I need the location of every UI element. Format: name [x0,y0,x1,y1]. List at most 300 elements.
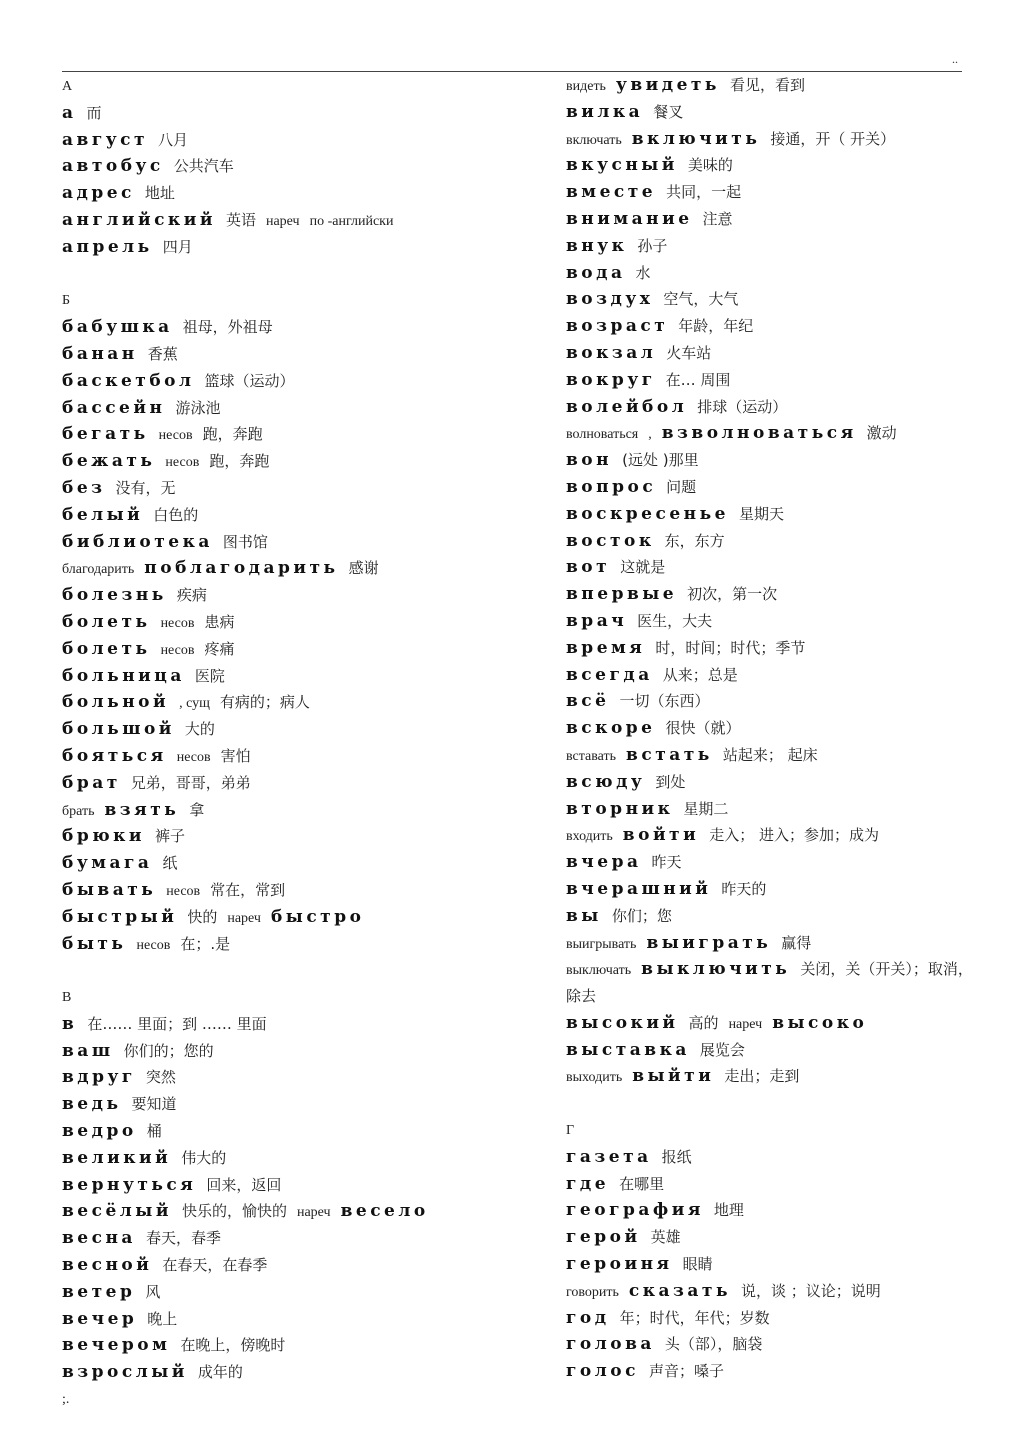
entry-row [62,1386,557,1413]
translation: 除去 [566,987,597,1006]
entry-row [62,797,557,824]
translation: 激动 [866,424,897,443]
translation: 一切（东西） [619,692,710,711]
translation: 走出；走到 [724,1067,800,1086]
verb-form: включать [566,132,622,148]
entry-row [566,903,1011,930]
entry-row [566,1063,1011,1090]
entry-row [566,152,1011,179]
entry-row [566,474,1011,501]
grammar-note: несов [165,455,200,471]
translation: 孙子 [637,236,668,255]
entry-row [566,742,1011,769]
headword: ваш [62,1040,114,1061]
entry-row [62,743,557,770]
entry-row [566,1224,1011,1251]
translation: 眼睛 [682,1255,713,1274]
translation: 游泳池 [175,398,221,417]
translation: 很快（就） [665,719,741,738]
grammar-note: несов [160,642,195,658]
translation: 八月 [158,130,189,149]
entry-row [566,340,1011,367]
translation: 疼痛 [204,639,235,658]
translation: 图书馆 [222,532,268,551]
headword: вон [566,450,613,471]
entry-row [566,1331,1011,1358]
verb-form: вставать [566,748,617,764]
entry-row [566,179,1011,206]
entry-row [566,1197,1011,1224]
headword: библиотека [62,531,213,552]
headword: выиграть [646,932,772,953]
headword: брюки [62,826,146,847]
entry-row [566,447,1011,474]
translation: 星期二 [683,799,729,818]
section-heading [62,984,557,1011]
headword: героиня [566,1254,673,1275]
translation: 常在，常到 [210,880,286,899]
entry-row [62,850,557,877]
headword: бежать [62,451,156,472]
translation: 赢得 [781,933,812,952]
headword: без [62,477,106,498]
blank-row [566,1090,1011,1117]
translation: 美味的 [687,156,733,175]
translation: 英语 [225,210,256,229]
entry-row [62,153,557,180]
headword: банан [62,343,138,364]
headword: встать [626,744,713,765]
translation: 成年的 [197,1363,243,1382]
section-heading [62,287,557,314]
headword: английский [62,209,216,230]
translation: 白色的 [153,505,199,524]
translation: 到处 [655,772,686,791]
translation: 年龄，年纪 [678,317,754,336]
verb-form: говорить [566,1284,619,1300]
grammar-note: , [648,427,652,443]
entry-row [62,1198,557,1225]
translation: 头（部），脑袋 [664,1335,763,1354]
entry-row [62,421,557,448]
entry-row [566,394,1011,421]
grammar-note: нареч [265,213,300,229]
section-letter: А [62,79,73,94]
headword: включить [631,128,761,149]
section-letter: В [62,990,72,1006]
entry-row [566,528,1011,555]
headword: взрослый [62,1362,188,1383]
headword: голова [566,1334,655,1355]
blank-row [62,957,557,984]
verb-form: благодарить [62,562,135,578]
entry-row [62,1252,557,1279]
headword: воздух [566,289,654,310]
entry-row [566,286,1011,313]
headword: взять [104,799,180,820]
entry-row [62,1359,557,1386]
headword: внимание [566,208,693,229]
entry-row [62,448,557,475]
grammar-note: нареч [296,1205,331,1221]
translation: 要知道 [131,1095,177,1114]
headword: вечером [62,1335,171,1356]
headword: взволноваться [661,423,857,444]
translation: 问题 [666,477,697,496]
headword: высоко [772,1012,868,1033]
entry-row [566,822,1011,849]
entry-row [566,367,1011,394]
headword: увидеть [615,75,720,95]
page-marker: .. [952,52,958,66]
verb-form: волноваться [566,427,639,443]
headword: баскетбол [62,370,195,391]
entry-row [566,233,1011,260]
translation: 站起来； 起床 [722,745,818,764]
entry-row [566,1251,1011,1278]
translation: 医院 [194,666,225,685]
entry-row [62,904,557,931]
entry-row [62,1306,557,1333]
entry-row [566,1358,1011,1385]
headword: больной [62,692,170,713]
headword: вот [566,557,611,578]
headword: ветер [62,1281,136,1302]
entry-row [566,608,1011,635]
headword: год [566,1307,610,1328]
headword: вдруг [62,1067,136,1088]
grammar-note: несов [158,428,193,444]
verb-form: выключать [566,963,632,979]
headword: апрель [62,236,153,257]
entry-row [62,1118,557,1145]
entry-row [62,1064,557,1091]
entry-row [62,100,557,127]
entry-row [566,72,1011,99]
entry-row [62,770,557,797]
translation: 说，谈 ；议论；说明 [741,1281,881,1300]
translation: 初次，第一次 [687,585,778,604]
section-letter: Г [566,1123,575,1139]
headword: вчера [566,852,642,873]
headword: бассейн [62,397,166,418]
translation: 快的 [187,907,218,926]
headword: великий [62,1147,172,1168]
translation: 风 [145,1282,161,1301]
headword: всегда [566,664,653,685]
column-right [566,72,1011,1385]
verb-form: выходить [566,1070,623,1086]
headword: выйти [632,1066,715,1087]
headword: весна [62,1228,136,1249]
translation: 在…… 里面；到 …… 里面 [87,1014,267,1033]
translation: 四月 [162,237,193,256]
blank-row [62,261,557,288]
translation: 高的 [688,1013,719,1032]
entry-row [566,260,1011,287]
section-letter: Б [62,293,71,309]
entry-row [62,475,557,502]
headword: бумага [62,853,153,874]
headword: быстро [270,906,365,927]
headword: вечер [62,1308,138,1329]
entry-row [62,314,557,341]
entry-row [566,206,1011,233]
translation: 你们的；您的 [123,1041,214,1060]
translation: 伟大的 [181,1148,227,1167]
entry-row [566,1144,1011,1171]
translation: 拿 [189,800,205,819]
headword: вернуться [62,1174,197,1195]
entry-row [566,99,1011,126]
entry-row [62,368,557,395]
translation: 在… 周围 [665,370,731,389]
translation: 在春天，在春季 [162,1256,268,1275]
translation: 空气，大气 [663,290,739,309]
entry-row [62,555,557,582]
translation: 医生，大夫 [637,611,713,630]
entry-row [62,609,557,636]
headword: ведь [62,1094,122,1115]
grammar-note: несов [166,883,201,899]
headword: голос [566,1361,639,1382]
entry-row [62,1091,557,1118]
translation: 在晚上，傍晚时 [180,1336,286,1355]
entry-row [62,207,557,234]
grammar-note: нареч [227,910,261,926]
translation: 共同，一起 [666,183,742,202]
translation: 地理 [713,1201,744,1220]
headword: газета [566,1146,652,1167]
translation: 裤子 [155,827,186,846]
translation: 感谢 [348,559,379,578]
translation: 大的 [184,720,215,739]
entry-row [566,501,1011,528]
translation: 关闭，关（开关）；取消， [800,960,973,979]
translation: 昨天的 [721,879,767,898]
verb-form: по -английски [309,213,394,229]
entry-row [566,662,1011,689]
translation: 昨天 [651,853,682,872]
translation: 在；.是 [180,934,231,953]
headword: врач [566,610,628,631]
grammar-note: ;. [62,1392,70,1408]
entry-row [62,1038,557,1065]
headword: вокруг [566,369,656,390]
entry-row [62,1332,557,1359]
headword: волейбол [566,396,688,417]
entry-row [566,126,1011,153]
entry-row [62,877,557,904]
translation: 东，东方 [664,531,725,550]
grammar-note: несов [160,615,195,631]
headword: август [62,129,149,150]
grammar-note: , сущ [179,696,210,712]
headword: белый [62,504,144,525]
headword: вторник [566,798,674,819]
translation: 跑，奔跑 [209,452,270,471]
headword: вилка [566,101,644,122]
headword: брат [62,772,121,793]
entry-row [62,1225,557,1252]
entry-row [566,983,1011,1010]
headword: большой [62,719,175,740]
entry-row [62,502,557,529]
translation: 有病的；病人 [219,693,310,712]
headword: возраст [566,316,669,337]
headword: войти [622,825,700,846]
headword: вкусный [566,155,678,176]
entry-row [62,636,557,663]
translation: 星期天 [738,504,784,523]
headword: в [62,1013,78,1034]
entry-row [62,529,557,556]
translation: 快乐的，愉快的 [181,1202,287,1221]
entry-row [62,1011,557,1038]
entry-row [566,1037,1011,1064]
headword: сказать [628,1280,731,1301]
entry-row [62,341,557,368]
entry-row [566,420,1011,447]
headword: выключить [641,959,791,980]
headword: вместе [566,182,657,203]
headword: где [566,1173,610,1194]
translation: 突然 [145,1068,176,1087]
headword: воскресенье [566,503,729,524]
entry-row [566,688,1011,715]
translation: 接通，开（ 开关） [770,129,896,148]
entry-row [566,796,1011,823]
translation: 在哪里 [619,1174,665,1193]
translation: 兄弟，哥哥，弟弟 [130,773,251,792]
entry-row [62,663,557,690]
entry-row [62,180,557,207]
headword: вокзал [566,342,657,363]
translation: 患病 [204,612,235,631]
entry-row [62,689,557,716]
headword: весной [62,1255,153,1276]
headword: адрес [62,183,135,204]
headword: а [62,102,77,123]
translation: 香蕉 [147,344,178,363]
entry-row [566,635,1011,662]
headword: высокий [566,1012,679,1033]
headword: болезнь [62,585,167,606]
entry-row [566,1278,1011,1305]
headword: болеть [62,638,151,659]
verb-form: видеть [566,79,606,94]
headword: автобус [62,156,164,177]
translation: 篮球（运动） [204,371,295,390]
headword: всё [566,691,610,712]
headword: быть [62,933,127,954]
translation: 祖母，外祖母 [182,318,273,337]
translation: 时，时间；时代；季节 [655,638,806,657]
entry-row [566,930,1011,957]
verb-form: входить [566,829,613,845]
grammar-note: несов [136,937,171,953]
translation: 展览会 [699,1040,745,1059]
verb-form: брать [62,803,95,819]
translation: 跑，奔跑 [202,425,263,444]
entry-row [566,581,1011,608]
entry-row [566,554,1011,581]
translation: 春天，春季 [145,1229,221,1248]
headword: вчерашний [566,878,712,899]
grammar-note: нареч [728,1016,763,1032]
entry-row [566,769,1011,796]
headword: впервые [566,584,678,605]
entry-row [566,1010,1011,1037]
translation: 而 [86,103,102,122]
translation: 没有，无 [115,478,176,497]
headword: время [566,637,646,658]
translation: 害怕 [220,746,251,765]
entry-row [62,582,557,609]
headword: выставка [566,1039,690,1060]
entry-row [566,715,1011,742]
headword: бывать [62,879,157,900]
headword: всюду [566,771,646,792]
headword: вопрос [566,476,657,497]
section-heading [566,1117,1011,1144]
headword: ведро [62,1121,137,1142]
translation: 声音；嗓子 [648,1362,724,1381]
headword: внук [566,235,628,256]
translation: 水 [635,263,651,282]
translation: 英雄 [650,1228,681,1247]
entry-row [62,931,557,958]
translation: 桶 [146,1122,162,1141]
headword: быстрый [62,906,178,927]
translation: 回来，返回 [206,1175,282,1194]
translation: 排球（运动） [697,397,788,416]
headword: вы [566,905,602,926]
translation: 纸 [162,854,178,873]
headword: больница [62,665,185,686]
entry-row [566,313,1011,340]
entry-row [62,234,557,261]
column-left [62,73,557,1413]
headword: весело [340,1201,429,1222]
translation: 火车站 [666,343,712,362]
headword: поблагодарить [144,558,339,579]
translation: 报纸 [661,1147,692,1166]
translation: 这就是 [620,558,666,577]
headword: болеть [62,611,151,632]
headword: весёлый [62,1201,172,1222]
section-heading [62,73,557,100]
headword: восток [566,530,655,551]
translation: 走入； 进入；参加；成为 [709,826,879,845]
translation: 疾病 [176,586,207,605]
entry-row [566,956,1011,983]
headword: бояться [62,745,167,766]
entry-row [566,876,1011,903]
headword: вскоре [566,718,656,739]
verb-form: выигрывать [566,936,637,952]
entry-row [566,1171,1011,1198]
entry-row [62,1145,557,1172]
entry-row [566,1305,1011,1332]
entry-row [62,127,557,154]
translation: 公共汽车 [173,157,234,176]
headword: география [566,1200,704,1221]
entry-row [62,1172,557,1199]
headword: бабушка [62,317,173,338]
headword: герой [566,1227,641,1248]
entry-row [62,716,557,743]
